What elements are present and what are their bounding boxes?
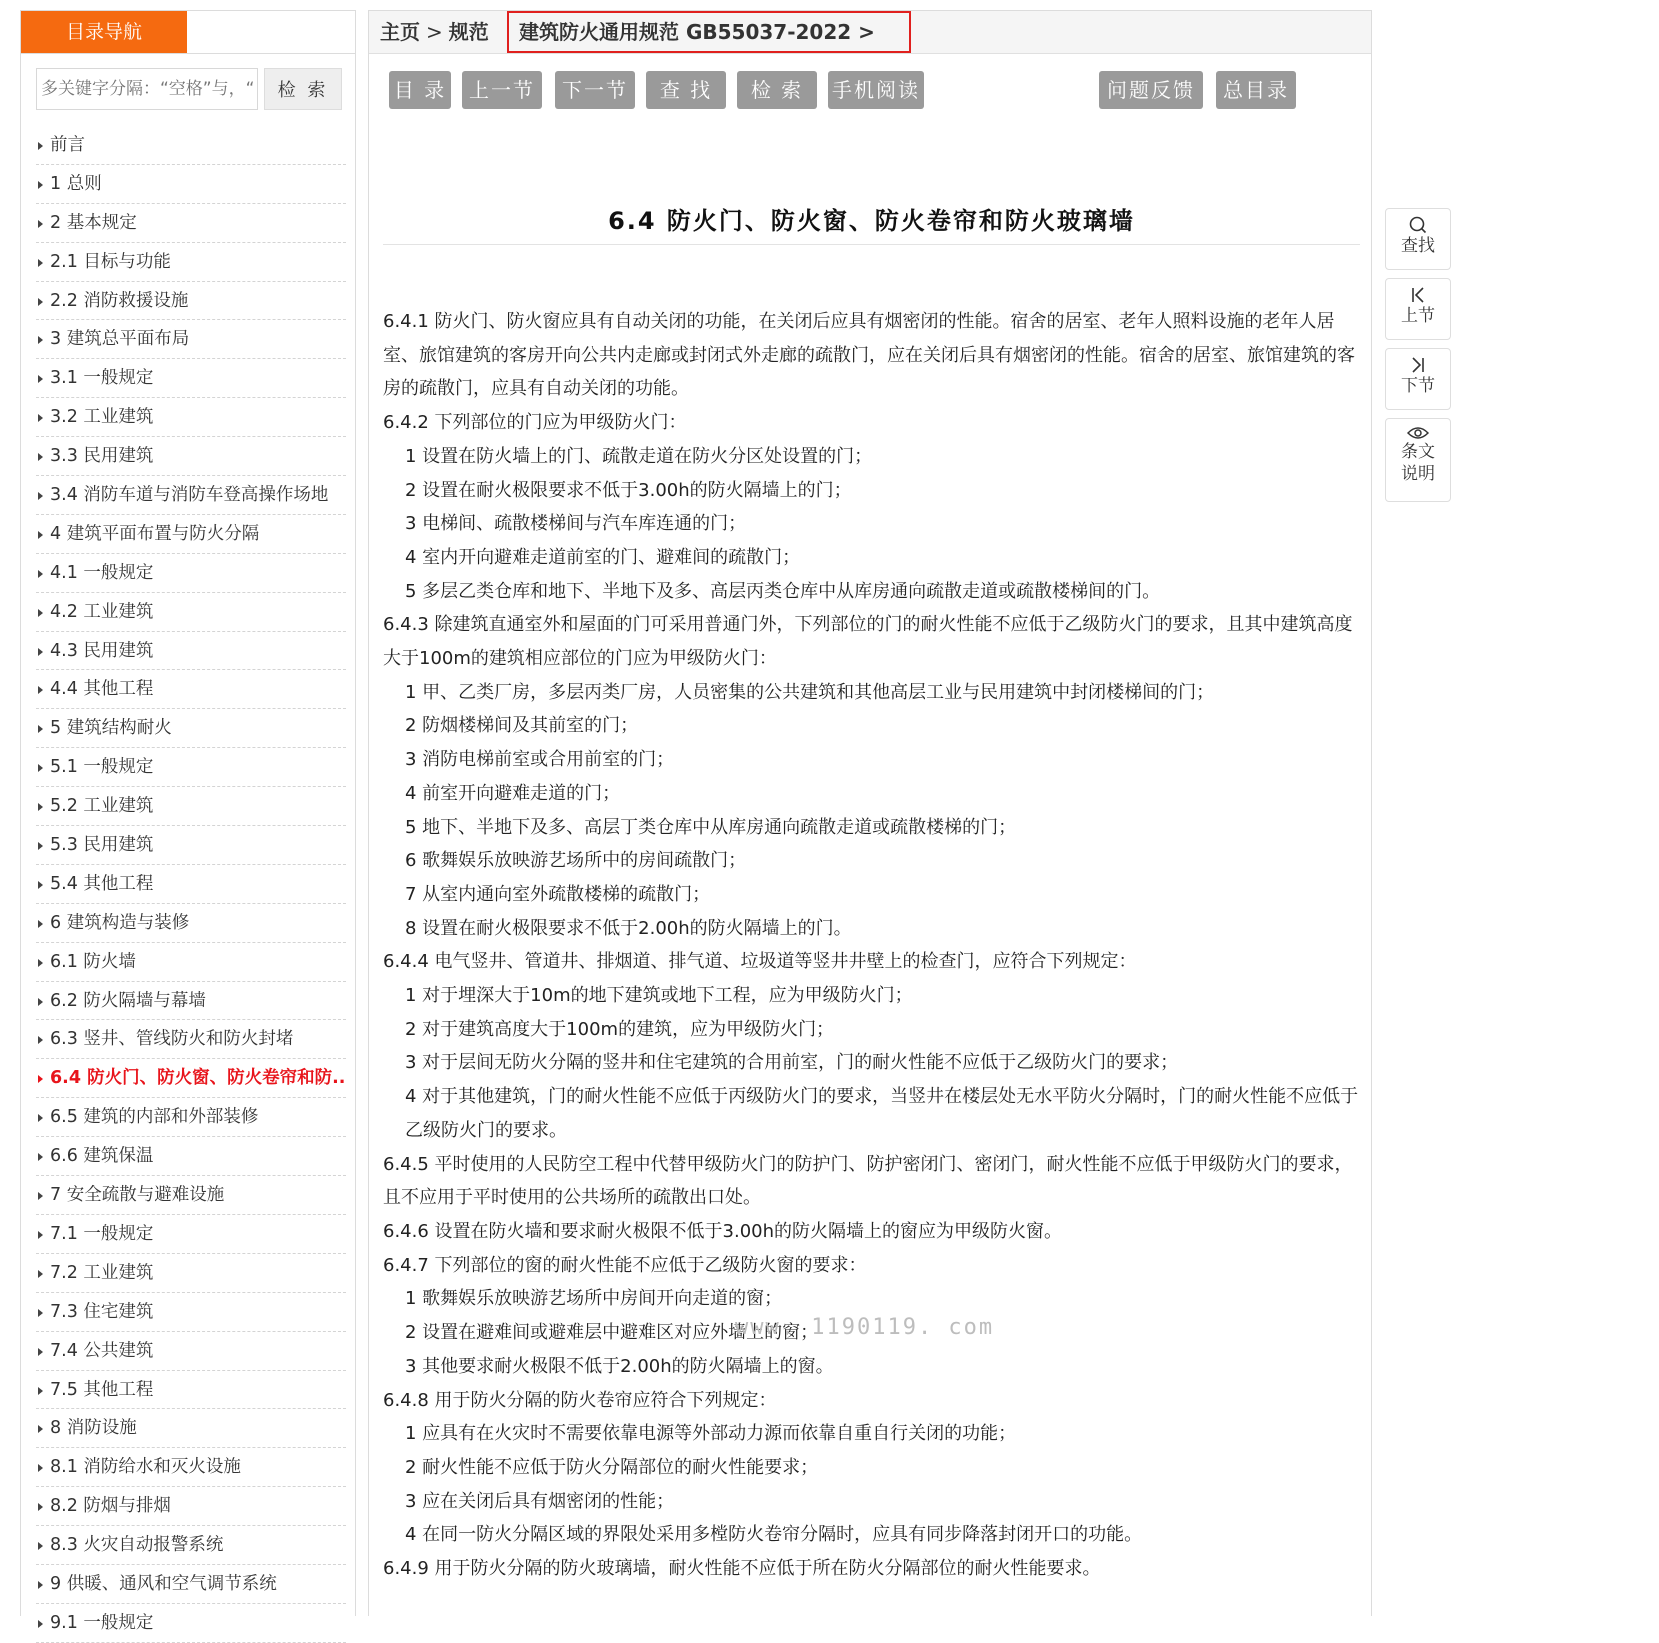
mobile-read-button[interactable]: 手机阅读 — [828, 71, 924, 109]
toc-item[interactable]: 7.4 公共建筑 — [36, 1332, 346, 1371]
title-divider — [383, 244, 1360, 245]
main-content — [368, 10, 1372, 1616]
clause-item: 2 防烟楼梯间及其前室的门； — [405, 715, 639, 737]
toc-item[interactable]: 1 总则 — [36, 165, 346, 204]
sidebar-header — [21, 11, 355, 54]
clause-item: 4 在同一防火分隔区域的界限处采用多樘防火卷帘分隔时，应具有同步降落封闭开口的功能。 — [405, 1524, 1143, 1546]
toc-item[interactable]: 6.6 建筑保温 — [36, 1137, 346, 1176]
toc-item[interactable]: 6.3 竖井、管线防火和防火封堵 — [36, 1020, 346, 1059]
toc-item[interactable]: 7.3 住宅建筑 — [36, 1293, 346, 1332]
toc-item[interactable]: 3.1 一般规定 — [36, 359, 346, 398]
breadcrumb-home[interactable]: 主页 — [380, 20, 420, 44]
breadcrumb-separator: > — [426, 20, 443, 44]
clause-paragraph: 6.4.3 除建筑直通室外和屋面的门可采用普通门外，下列部位的门的耐火性能不应低于乙级防火门的要求，且其中建筑高度大于100m的建筑相应部位的门应为甲级防火门： — [383, 614, 1353, 670]
next-tool[interactable] — [1385, 348, 1451, 410]
toc-item[interactable]: 5.2 工业建筑 — [36, 787, 346, 826]
prev-tool-label: 上节 — [1401, 306, 1435, 326]
breadcrumb-current-label: 建筑防火通用规范 GB55037-2022 — [519, 20, 852, 44]
sidebar-search — [36, 68, 342, 110]
toolbar — [389, 71, 1349, 111]
toc-item[interactable]: 7.5 其他工程 — [36, 1371, 346, 1410]
toc-item[interactable]: 3.2 工业建筑 — [36, 398, 346, 437]
clause-item: 4 对于其他建筑，门的耐火性能不应低于丙级防火门的要求，当竖井在楼层处无水平防火分隔时，门的耐火性能不应低于乙级防火门的要求。 — [405, 1086, 1359, 1141]
toc-button[interactable]: 目 录 — [389, 71, 451, 109]
toc-item[interactable]: 5 建筑结构耐火 — [36, 709, 346, 748]
notes-tool-label-2: 说明 — [1401, 464, 1435, 484]
main-index-button[interactable]: 总目录 — [1216, 71, 1296, 109]
clause-item: 5 多层乙类仓库和地下、半地下及多、高层丙类仓库中从库房通向疏散走道或疏散楼梯间的门。 — [405, 580, 1161, 602]
toc-nav-tab[interactable]: 目录导航 — [21, 11, 187, 53]
clause-paragraph: 6.4.7 下列部位的窗的耐火性能不应低于乙级防火窗的要求： — [383, 1254, 867, 1276]
clause-item: 2 耐火性能不应低于防火分隔部位的耐火性能要求； — [405, 1456, 819, 1478]
clause-item: 3 对于层间无防火分隔的竖井和住宅建筑的合用前室，门的耐火性能不应低于乙级防火门的要求； — [405, 1052, 1179, 1074]
clause-paragraph: 6.4.5 平时使用的人民防空工程中代替甲级防火门的防护门、防护密闭门、密闭门，耐火性能不应低于甲级防火门的要求，且不应用于平时使用的公共场所的疏散出口处。 — [383, 1153, 1353, 1209]
prev-section-button[interactable]: 上一节 — [462, 71, 542, 109]
clause-item: 1 甲、乙类厂房，多层丙类厂房，人员密集的公共建筑和其他高层工业与民用建筑中封闭楼梯间的门； — [405, 681, 1215, 703]
toc-sidebar — [20, 10, 356, 1633]
toc-item[interactable]: 9.1 一般规定 — [36, 1604, 346, 1643]
breadcrumb-category[interactable]: 规范 — [448, 20, 489, 44]
clause-paragraph: 6.4.4 电气竖井、管道井、排烟道、排气道、垃圾道等竖井井壁上的检查门，应符合下列规定： — [383, 951, 1137, 973]
clause-item: 2 设置在避难间或避难层中避难区对应外墙上的窗； — [405, 1322, 819, 1344]
toc-item[interactable]: 8 消防设施 — [36, 1409, 346, 1448]
clause-paragraph: 6.4.1 防火门、防火窗应具有自动关闭的功能，在关闭后应具有烟密闭的性能。宿舍的居室、老年人照料设施的老年人居室、旅馆建筑的客房开向公共内走廊或封闭式外走廊的疏散门，应在关闭后具有烟密闭的性能。宿舍的居室、旅馆建筑的客房的疏散门，应具有自动关闭的功能。 — [383, 311, 1355, 400]
toc-item[interactable]: 8.2 防烟与排烟 — [36, 1487, 346, 1526]
clause-item: 1 应具有在火灾时不需要依靠电源等外部动力源而依靠自重自行关闭的功能； — [405, 1423, 1017, 1445]
toc-item[interactable]: 7.1 一般规定 — [36, 1215, 346, 1254]
toc-item[interactable]: 4.2 工业建筑 — [36, 593, 346, 632]
feedback-button[interactable]: 问题反馈 — [1099, 71, 1203, 109]
clause-item: 3 应在关闭后具有烟密闭的性能； — [405, 1490, 675, 1512]
clause-item: 3 电梯间、疏散楼梯间与汽车库连通的门； — [405, 513, 747, 535]
clause-item: 2 对于建筑高度大于100m的建筑，应为甲级防火门； — [405, 1018, 835, 1040]
clause-item: 3 其他要求耐火极限不低于2.00h的防火隔墙上的窗。 — [405, 1355, 834, 1377]
clause-paragraph: 6.4.6 设置在防火墙和要求耐火极限不低于3.00h的防火隔墙上的窗应为甲级防火窗。 — [383, 1220, 1063, 1242]
toc-item[interactable]: 4 建筑平面布置与防火分隔 — [36, 515, 346, 554]
skip-forward-icon — [1408, 355, 1428, 375]
toc-item[interactable]: 4.3 民用建筑 — [36, 632, 346, 671]
next-section-button[interactable]: 下一节 — [555, 71, 635, 109]
toc-item[interactable]: 4.4 其他工程 — [36, 670, 346, 709]
toc-item[interactable]: 6.5 建筑的内部和外部装修 — [36, 1098, 346, 1137]
toc-item[interactable]: 3 建筑总平面布局 — [36, 320, 346, 359]
toc-item[interactable]: 4.1 一般规定 — [36, 554, 346, 593]
toc-item[interactable]: 2.2 消防救援设施 — [36, 282, 346, 321]
section-title: 6.4 防火门、防火窗、防火卷帘和防火玻璃墙 — [608, 207, 1135, 235]
clause-item: 4 前室开向避难走道的门； — [405, 782, 621, 804]
section-body — [383, 305, 1368, 1586]
skip-back-icon — [1408, 285, 1428, 305]
clause-item: 1 设置在防火墙上的门、疏散走道在防火分区处设置的门； — [405, 445, 873, 467]
notes-tool[interactable] — [1385, 418, 1451, 502]
clause-item: 7 从室内通向室外疏散楼梯的疏散门； — [405, 883, 711, 905]
toc-item[interactable]: 7 安全疏散与避难设施 — [36, 1176, 346, 1215]
toc-item[interactable]: 3.4 消防车道与消防车登高操作场地 — [36, 476, 346, 515]
clause-item: 5 地下、半地下及多、高层丁类仓库中从库房通向疏散走道或疏散楼梯的门； — [405, 816, 1017, 838]
search-toolbar-button[interactable]: 检 索 — [737, 71, 817, 109]
breadcrumb-current[interactable] — [507, 11, 911, 53]
clause-item: 3 消防电梯前室或合用前室的门； — [405, 749, 675, 771]
search-icon — [1408, 215, 1428, 235]
find-tool[interactable] — [1385, 208, 1451, 270]
clause-item: 8 设置在耐火极限要求不低于2.00h的防火隔墙上的门。 — [405, 917, 852, 939]
toc-item[interactable]: 3.3 民用建筑 — [36, 437, 346, 476]
toc-item[interactable]: 9 供暖、通风和空气调节系统 — [36, 1565, 346, 1604]
toc-item[interactable]: 5.3 民用建筑 — [36, 826, 346, 865]
clause-item: 1 歌舞娱乐放映游艺场所中房间开向走道的窗； — [405, 1288, 783, 1310]
find-tool-label: 查找 — [1401, 236, 1435, 256]
toc-item[interactable]: 5.4 其他工程 — [36, 865, 346, 904]
clause-item: 2 设置在耐火极限要求不低于3.00h的防火隔墙上的门； — [405, 479, 852, 501]
toc-item[interactable]: 8.3 火灾自动报警系统 — [36, 1526, 346, 1565]
toc-item[interactable]: 2 基本规定 — [36, 204, 346, 243]
toc-item-active[interactable]: 6.4 防火门、防火窗、防火卷帘和防.. — [36, 1059, 346, 1098]
clause-paragraph: 6.4.9 用于防火分隔的防火玻璃墙，耐火性能不应低于所在防火分隔部位的耐火性能要求。 — [383, 1558, 1101, 1580]
next-tool-label: 下节 — [1401, 376, 1435, 396]
toc-list — [36, 126, 346, 1643]
search-input[interactable] — [36, 68, 258, 110]
eye-icon — [1407, 425, 1429, 441]
breadcrumb — [369, 11, 1371, 54]
clause-item: 1 对于埋深大于10m的地下建筑或地下工程，应为甲级防火门； — [405, 985, 913, 1007]
clause-paragraph: 6.4.2 下列部位的门应为甲级防火门： — [383, 412, 687, 434]
notes-tool-label-1: 条文 — [1401, 442, 1435, 462]
toc-item[interactable]: 前言 — [36, 126, 346, 165]
find-button[interactable]: 查 找 — [646, 71, 726, 109]
toc-item[interactable]: 6 建筑构造与装修 — [36, 904, 346, 943]
watermark: www. 1190119. com — [735, 1315, 995, 1340]
breadcrumb-separator: > — [858, 20, 875, 44]
search-button[interactable]: 检 索 — [264, 68, 342, 110]
toc-item[interactable]: 7.2 工业建筑 — [36, 1254, 346, 1293]
toc-item[interactable]: 6.2 防火隔墙与幕墙 — [36, 982, 346, 1021]
clause-paragraph: 6.4.8 用于防火分隔的防火卷帘应符合下列规定： — [383, 1389, 777, 1411]
clause-item: 4 室内开向避难走道前室的门、避难间的疏散门； — [405, 546, 801, 568]
toc-item[interactable]: 5.1 一般规定 — [36, 748, 346, 787]
prev-tool[interactable] — [1385, 278, 1451, 340]
clause-item: 6 歌舞娱乐放映游艺场所中的房间疏散门； — [405, 850, 747, 872]
toc-item[interactable]: 2.1 目标与功能 — [36, 243, 346, 282]
toc-item[interactable]: 8.1 消防给水和灭火设施 — [36, 1448, 346, 1487]
toc-item[interactable]: 6.1 防火墙 — [36, 943, 346, 982]
